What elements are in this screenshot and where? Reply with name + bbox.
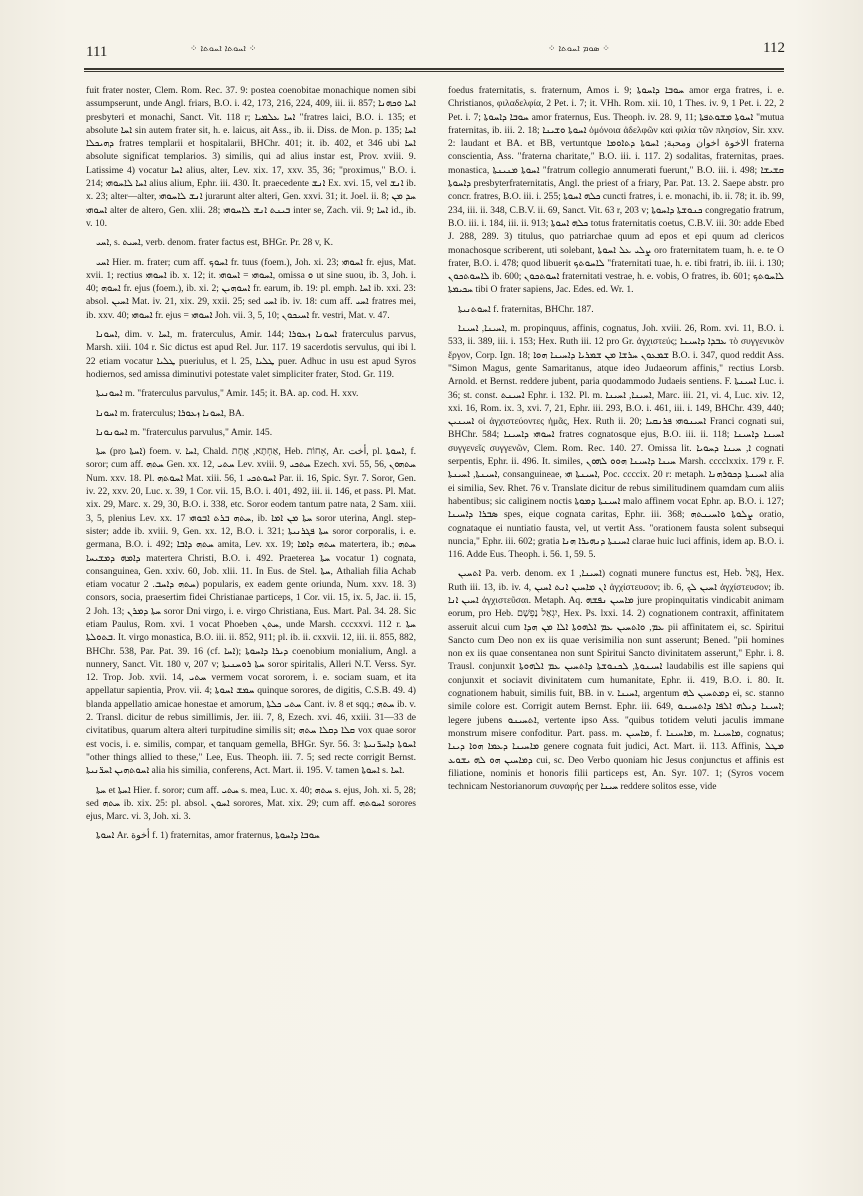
right-paragraph-4: ܐܬܚܝܢ Pa. verb. denom. ex ܐܚܝܢܐ, 1) cognati munere functus est, Heb. גָּאַל, Hex. Ruth iii. 13, ib. iv. 4, ܐܢ ܡܐܚܝܢ ܐܢܬ ܐܚܝܢ ἀγχίστευσον; ib. 6, ܐܚܝܢ ܠܟ ἀγχίστευσον; ib. ܐܚܝܢ ܐܢܐ ἀγχιστεῦσαι. Metaph. Aq. ܡܐܚܝܢ ܢܦܫܗ jure propinquitatis vindicabit animam eorum, pro Heb. יִגְאַל נַפְשָׁם, Hex. Ps. lxxi. 14. 2) cognationem contraxit, affinitatem asseruit alcui cum ܥܡ, ܘܐܬܚܝܢ ܥܡ ܐܠܗܘܬܐ ܐܠܐ ܡܢ ܗܕܐ pii affinitatem ei, sc. Spiritui Sancto cum Deo non ex iis quae verisimilia non sunt asserunt; Bened. "pii homines non ex iis quae consentanea non sunt Spiritui Sancto divinitatem asserunt," Ephr. i. 8. Trausl. conjunxit ܐܚܝܢܘܬܐ, ܠܟܢܘܫܬܐ ܕܐܬܚܝܢ ܥܡ ܐܠܗܘܬܐ laudabilis est ille sapiens qui conjunxit et sociavit divinitatem cum humanitate, Ephr. ii. 419, B.O. i. 80. It. cognationem habuit, similis fuit, BB. in v. ܐܚܝܢܐ, argentum ܕܡܬܚܝܢ ܠܗ ei, sc. stanno simile colore est. Corrigit autem Bernst. Ephr. iii. 649, ܐܚܝܢܐ ܕܝܠܗ ܐܠܦܐ ܕܐܬܚܝܢܘ; legere jubens ܐܬܚܝܢܘ, vertente ipso Ass. "quibus totidem veluti jaculis immane monstrum misere confoditur. Part. pass. m. ܡܐܚܝܢ, f. ܡܐܚܝܢܐ, m. ܡܐܚܝܢܐ, cognatus; ܡܐܚܝܢܐ ܕܥܡܐ ܗܘܐ ܕܝܢܐ genere cognata fuit judici, Act. Mart. ii. 113. Affinis, ܡܛܠ ܕܡܐܚܝܢ ܗܘ ܠܗ ܝܫܘܥ cui, sc. Deo Verbo quoniam hic Jesus conjunctus et affinis est filiatione, nominis et honoris filii particeps est, An. Syr. 107. 1; (Syros vocem technicam Nestorianorum συναφής per ܚܝܢܐ reddere solitos esse, vide <box>448 568 785 793</box>
left-paragraph-4: ܐܚܘܢܐ, dim. v. ܐܚܐ, m. fraterculus, Amir. 144; ܐܚܘܢܐ ܙܥܘܪܐ fraterculus parvus, Marsh. xiii. 104 r. Sic dictus est apud Rel. Jur. 117. 19 sacerdotis servulus, qui ibi l. 22 etiam vocatur ܛܠܝܐ pueriulus, et l. 25, ܛܠܝܐ puer. Adhuc in usu est apud Syros hodiernos, sed amissa diminutivi potestate valet simpliciter frater, Stod. Gr. 119. <box>86 329 416 380</box>
left-paragraph-6: ܐܚܘܢܐ m. fraterculus; ܐܚܘܢܐ ܙܥܘܪܐ, BA. <box>96 407 245 419</box>
right-paragraph-1: foedus fraternitatis, s. fraternum, Amos i. 9; ܚܘܒܐ ܕܐܚܘܬܐ amor erga fratres, i. e. Christianos, φιλαδελφία, 2 Pet. i. 7; it. VHh. Rom. xii. 10, 1 Thes. iv. 9, 1 Pet. i. 22, 2 Pet. i. 7; ܚܘܒܐ ܕܐܚܘܬܐ amor fraternus, Eus. Theoph. iv. 28. 9, 11; ܐܚܘܬܐ ܡܫܘܬܦܬܐ "mutua fraternitas, ib. iii. 2. 18; ܐܚܘܬܐ ܘܫܝܢܐ ὁμόνοια ἀδελφῶν καὶ φιλία τῶν πλησίον, Sir. xxv. 2: laudant et BA. et BB, vertuntque الاخوة اخوان ومحبة; ܐܚܘܬܐ ܕܬܐܘܡܐ fraterna conscientia, Ass. "fraterna charitate," B.O. iii. i. 117. 2) sodalitas, fraternitas, praes. monastica, ܐܚܘܬܐ ܡܢܝܢܬܐ "fratrum collegio annumerati fuerunt," B.O. iii. i. 498; ܩܫܝܫܐ ܕܐܚܘܬܐ presbyterfraternitatis, Angl. the priest of a friary, Par. Pat. 13. 2. Saepe abstr. pro concr. fratres, B.O. iii. i. 255; ܟܠܗ ܐܚܘܬܐ cuncti fratres, i. e. monachi, ib. ii. 78; it. ib. 99, 234, iii. ii. 348, C.B.V. ii. 69, Sanct. Vit. 63 r, 203 v; ܟܢܘܫܬܐ ܕܐܚܘܬܐ congregatio fratrum, B.O. iii. i. 184, iii. ii. 913; ܟܠܗ ܐܚܘܬܐ totus fraternitatis coetus, C.B.V. iii. 30: adde Ebed J. 288, 289. 3) titulus, quo patriarchae quum ad epos et epi quum ad clericos monachosque scriberent, uti solebant, ܨܠܝ ܥܠ ܐܚܘܬܐ oro fraternitatem tuam, h. e. te O frater, B.O. i. 478; quod libuerit ܠܐܚܘܬܟ "fraternitati tuae, h. e. tibi fratri, ib. iii. i. 130; ܠܐܚܘܬܟܘܢ ib. 600; ܐܚܘܬܟܘܢ fraternitati vestrae, h. e. vobis, O fratres, ib. 601; ܠܐܚܘܬܟ ܚܟܝܡܬܐ tibi O frater sapiens, Jac. Edes. ed. Wr. 1. <box>448 85 785 296</box>
left-column <box>86 84 416 849</box>
left-paragraph-9: ܚܬܐ et ܐܚܬܐ Hier. f. soror; cum aff. ܚܬܝ s. mea, Luc. x. 40; ܚܬܗ s. ejus, Joh. xi. 5, 28; sed ܚܬܗ ib. xix. 25: pl. absol. ܐܚܘܢ sorores, Mat. xix. 29; cum aff. ܐܚܘܬܗ sorores ejus, Marc. vi. 3, Joh. xi. 3. <box>86 784 417 823</box>
page-number-right: 112 <box>763 40 785 56</box>
left-paragraph-1: fuit frater noster, Clem. Rom. Rec. 37. 9: postea coenobitae monachique nomen sibi assumpserunt, unde Angl. friars, B.O. i. 42, 173, 216, 224, 409, iii. ii. 857; ܐܚܐ ܘܟܗܢܐ presbyteri et monachi, Sanct. Vit. 118 r; ܐܚܐ ܥܠܡܝܐ "fratres laici, B.O. i. 135; et absolute ܐܚܐ sin autem frater sit, h. e. laicus, ait Ass., ib. ii. Diss. de Mon. p. 135; ܐܚܐ ܕܗܝܟܠܐ fratres templarii et hospitalarii, BHChr. 401; it. ib. 402, et 346 ubi ܐܚܐ absolute significat templarios. 3) similis, qui ad alius instar est, Prov. xviii. 9. Latissime 4) vocatur ܐܚܐ alius, alter, Lev. xix. 17, xxv. 35, 36; "proximus," B.O. i. 214; ܐܚܐ ܠܐܚܘܗܝ alius alium, Ephr. iii. 430. It. praecedente ܐܢܫ Ex. xvi. 15, vel ܐܢܫ ib. x. 23; alter—alter, ܐܢܫ ܠܐܚܘܗܝ jurarunt alter alteri, Gen. xxvi. 31; it. Joel. ii. 8; ܚܕ ܡܢ ܐܚܘܗܝ alter de altero, Gen. xlii. 28; ܒܝܢܬ ܐܢܫ ܠܐܚܘܗܝ inter se, Zach. vii. 9; ܐܚܐ id., ib. v. 10. <box>86 85 416 229</box>
left-paragraph-3: ܐܚܝ Hier. m. frater; cum aff. ܐܚܘܟ fr. tuus (foem.), Joh. xi. 23; ܐܚܘܗܝ fr. ejus, Mat. xvii. 1; rectius ܐܚܘܗܝ ib. x. 12; it. ܐܚܘܗܝ = ܐܚܘܗܝ, omissa ܘ ut sine suou, ib. 3, Joh. i. 40; ܐܚܘܗ fr. ejus (foem.), ib. xi. 2; ܐܚܘܗܝܢ fr. earum, ib. 19: pl. emph. ܐܚܐ ib. xxi. 23: absol. ܐܚܝܢ Mat. iv. 21, xix. 29, xxii. 25; sed ܐܚܝ ib. iv. 18: cum aff. ܐܚܝ fratres mei, ib. xxv. 40; ܐܚܘܗܝ fr. ejus = ܐܚܘܗܝ Joh. vii. 3, 5, 10; ܐܚܝܟܘܢ fr. vestri, Mat. v. 47. <box>86 256 416 321</box>
page-header <box>0 40 863 66</box>
right-paragraph-2: ܐܚܘܬܢܝܬܐ f. fraternitas, BHChr. 187. <box>458 303 594 315</box>
page-number-left: 111 <box>86 44 108 60</box>
left-paragraph-8: ܚܬܐ (pro ܐܚܬܐ) foem. v. ܐܚܐ, Chald. אַחְתָא, אֲחָת, Heb. אָחוֹת, Ar. أخت, pl. ܐܚܘܬܐ, f. soror; cum aff. ܚܬܗ Gen. xx. 12, ܚܬܝ Lev. xviii. 9, ܚܬܟܝ Ezech. xvi. 55, 56, ܚܬܗܘܢ Num. xxv. 18. Pl. ܐܚܘܬܗ Mat. xiii. 56, ܐܚܘܬܟܝ 1 Par. ii. 16, Spic. Syr. 7. Soror, Gen. iv. 22, xxv. 20, Luc. x. 39, 1 Cor. vii. 15, B.O. i. 401, 492, iii. ii. 146, et pass. Pl. Mat. xix. 29, Marc. x. 29, 30, B.O. i. 338, etc. Soror eodem tantum patre nata, 2 Sam. xiii. 3, 5, plenius Lev. xx. 17 ܚܬܗ ܒܪܬ ܐܒܘܗܝ, ib. ܚܬܐ ܡܢ ܐܡܐ soror uterina, Angl. step-sister; adde ib. xviii. 9, Gen. xx. 12, B.O. i. 321; ܚܬܐ ܦܓܪܢܝܬܐ soror corporalis, i. e. germana, B.O. i. 492; ܚܬܗ ܕܐܒܐ amita, Lev. xx. 19; ܚܬܗ ܕܐܡܐ matertera, ib.; ܚܬܗ ܕܐܡܗ ܕܡܫܝܚܐ matertera Christi, B.O. i. 492. Praeterea ܚܬܐ vocatur 1) cognata, consanguinea, Gen. xxiv. 60, Job. xlii. 11. In Eus. de Stel. ܚܬܐ, Athaliah filia Achab etiam vocatur ܚܬܗ ܕܐܚܒ. 2) popularis, ex eadem gente oriunda, Num. xxv. 18. 3) consors, socia, praesertim fidei Christianae particeps, 1 Cor. vii. 15, ix. 5, Jac. ii. 15, 2 Joh. 13; ܚܬܐ ܕܡܪܢ soror Dni virgo, i. e. virgo Christiana, Eus. Mart. Pal. 34. 28. Sic etiam Paulus, Rom. xvi. 1 vocat Phoeben ܚܬܢ, unde Marsh. cccxxvi. 112 r. ܚܬܐ ܒܬܘܠܬܐ. It. virgo monastica, B.O. iii. ii. 852, 911; pl. ib. ii. cxxvii. 12, iii. ii. 855, 882, BHChr. 538, Par. Pat. 39. 16 (cf. ܐܚܐ); ܕܝܪܐ ܕܐܚܘܬܐ coenobium monialium, Angl. a nunnery, Sanct. Vit. 180 v, 207 v; ܚܬܐ ܪܘܚܢܝܬܐ soror spiritalis, Alleri N.T. Verss. Syr. 12. Trop. Job. xvii. 14, ܚܬܝ vermem vocat sororem, i. e. sociam suam, et ita appellatur sapientia, Prov. vii. 4; ܚܡܫ ܐܚܘܬܐ quinque sorores, de digitis, C.S.B. 49. 4) blanda appellatio amicae honestae et amorum, ܚܬܝ ܟܠܬܐ Cant. iv. 8 et sqq.; ܚܬܗ ib. v. 2. Transl. dicitur de rebus simillimis, Jer. iii. 7, 8, Ezech. xvi. 46, xxiii. 31—33 de civitatibus, quarum altera alteri turpitudine similis sit; ܩܠܐ ܕܩܠܐ ܚܬܗ vox quae soror est vocis, i. e. similis, compar, et tanquam gemella, BHGr. Syr. 56. 3: ܐܚܘܬܐ ܕܐܚܪ̈ܢܝܬܐ "other things allied to these," Lee, Eus. Theoph. iii. 7. 5; sed recte corrigit Bernst. ܐܚܘܬܗܝܢ ܐܚܪ̈ܢܝܬܐ alia his similia, conferens, Act. Mart. ii. 195. V. tamen ܐܚܘܬܐ s. ܐܚܐ. <box>86 446 417 777</box>
header-rule-thin <box>84 71 784 72</box>
running-head-right: ⁘ ܣܘܡ ܐܚܘܬܐ ⁘ <box>548 44 610 54</box>
left-paragraph-7: ܐܚܘܢܘܢܐ m. "fraterculus parvulus," Amir. 145. <box>96 426 273 438</box>
right-paragraph-3: ܐܚܝܢܐ, ܐܚܝܢܐ, m. propinquus, affinis, cognatus, Joh. xviii. 26, Rom. xvi. 11, B.O. i. 533, ii. 389, iii. i. 153; Hex. Ruth iii. 12 pro Gr. ἀγχιστεύς; ܥܒܕܐ ܕܐܚܝܢܐ τὸ συγγενικὸν ἔργον, Corp. Ign. 18; ܫܡܥܘܢ ܚܪܫܐ ܡܢ ܫܡܪܝܐ ܕܐܚܝܢܐ ܗܘܐ B.O. i. 347, quod reddit Ass. "Simon Magus, gente Samaritanus, atque ideo Judaeorum affinis," rectius Lorsb. Arnold. et Bernst. reddere jubent, paria quodammodo Judaeis sentiens. F. ܐܚܝܢܬܐ Luc. i. 36; st. const. ܐܚܝܢܬ Ephr. i. 132. Pl. m. ܐܚܝܢܐ, ܐܚܝܢܐ, Marc. iii. 21, vi. 4, Luc. xiv. 12, xxi. 16, Rom. ix. 3, xvi. 7, 21, Ephr. iii. 293, B.O. i. 461, iii. i. 149, BHChr. 439, 440; ܐܚܝܢܝܢ οἱ ἀγχιστεύοντες ἡμᾶς, Hex. Ruth ii. 20; ܐܚܝܢܘܗܝ ܦܪܢܩܝܐ Franci cognati sui, BHChr. 584; ܐܚܘܗܝ ܕܐܚܝܢܐ fratres cognatosque ejus, B.O. iii. ii. 118; ܐܚܝܢܐ ܕܐܚܝܢܐ συγγενεῖς συγγενῶν, Clem. Rom. Rec. 140. 27. Omissa lit. ܐ, ܚܝܢܐ ܕܚܘܝܐ cognati serpentis, Ephr. ii. 496. It. similes, ܚܝܢܐ ܕܐܚܝܢܐ ܗܘܘ ܠܗܘܢ Marsh. cccclxxix. 179 r. F. ܐܚܝܢܬܐ, ܐܚܝܢܬܐ, consanguineae, ܐܚܝܢܬܐ ܗܝ, Poc. ccccix. 20 r: metaph. ܐܚܝܢܬܐ ܕܟܘܪܗܢܐ alia ei similia, Sev. Rhet. 76 v. Translate dicitur de rebus similitudinem quamdam cum aliis habentibus; sic caliginem noctis ܐܚܝܢܬܐ ܕܡܘܬܐ malo affinem vocat Ephr. ap. B.O. i. 127; ܣܒܪܐ ܕܐܚܝܢܐ spes, eique cognata caritas, Ephr. iii. 368; ܨܠܘܬܐ ܘܐܚܝܢܬܗ oratio, cognataque ei nuntiatio fausta, vel, ut vertit Ass. "orationem fausta solent subsequi nuncia," Ephr. iii. 602; gratia ܐܚܝܢܬܐ ܕܢܗܝܪܐ ܗܢܐ clarae huic luci affinis, idem ap. B.O. i. 116. Adde Eus. Theoph. i. 56. 1, 59. 5. <box>448 323 785 561</box>
left-paragraph-2: ܐܚܝ, s. ܐܚܝܬ, verb. denom. frater factus est, BHGr. Pr. 28 v, K. <box>96 237 333 249</box>
right-column <box>448 84 784 799</box>
header-rule <box>84 68 784 70</box>
running-head-left: ⁘ ܐܚܘܬܐ ܐܚܘܬܐ ⁘ <box>190 44 257 54</box>
left-paragraph-5: ܐܚܘܢܝܬܐ m. "fraterculus parvulus," Amir. 145; it. BA. ap. cod. H. xxv. <box>96 388 359 400</box>
left-paragraph-10: ܐܚܘܬܐ Ar. أخوة f. 1) fraternitas, amor fraternus, ܚܘܒܐ ܕܐܚܘܬܐ <box>96 830 320 842</box>
